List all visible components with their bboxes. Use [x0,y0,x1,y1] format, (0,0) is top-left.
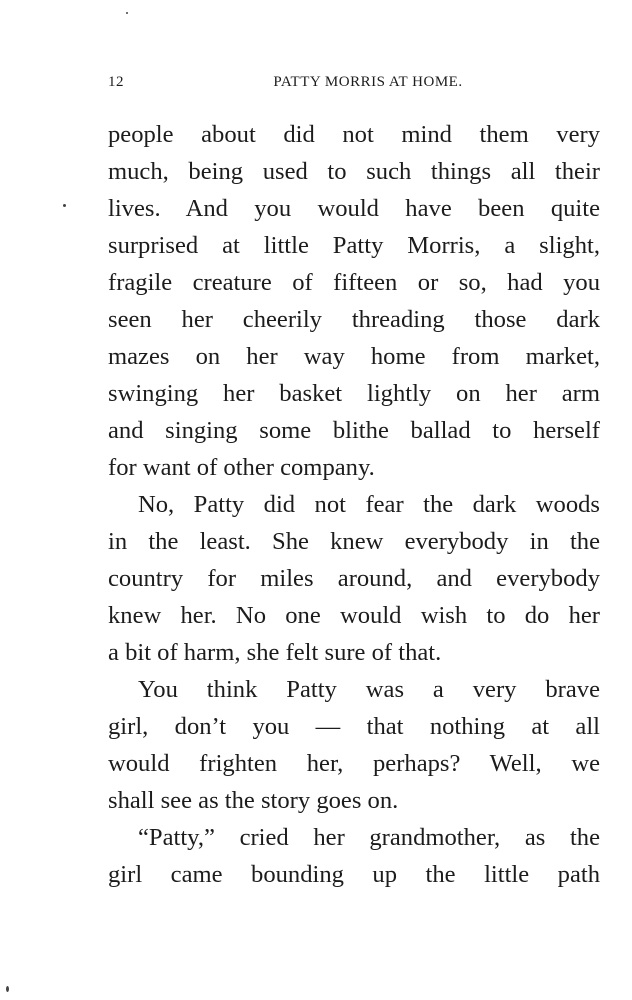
text-line: for want of other company. [108,454,375,481]
text-line: much, being used to such things all their [108,158,600,185]
text-line: “Patty,” cried her grandmother, as the [138,824,600,851]
text-line: knew her. No one would wish to do her [108,602,600,629]
scan-speck [63,204,66,207]
scan-speck [6,986,9,992]
text-line: would frighten her, perhaps? Well, we [108,750,600,777]
text-line: in the least. She knew everybody in the [108,528,600,555]
text-line: shall see as the story goes on. [108,787,399,814]
text-line: surprised at little Patty Morris, a slight, [108,232,600,259]
text-line: swinging her basket lightly on her arm [108,380,600,407]
text-line: seen her cheerily threading those dark [108,306,600,333]
text-line: people about did not mind them very [108,121,600,148]
body-text [108,116,600,893]
text-line: a bit of harm, she felt sure of that. [108,639,442,666]
text-line: and singing some blithe ballad to herself [108,417,600,444]
text-line: mazes on her way home from market, [108,343,600,370]
text-line: girl came bounding up the little path [108,861,600,888]
text-line: No, Patty did not fear the dark woods [138,491,600,518]
text-line: You think Patty was a very brave [138,676,600,703]
text-line: country for miles around, and everybody [108,565,600,592]
running-title: PATTY MORRIS AT HOME. [273,74,463,90]
page-number: 12 [108,74,124,90]
running-header [108,74,600,94]
text-line: fragile creature of fifteen or so, had you [108,269,600,296]
scan-speck [126,12,128,14]
text-line: girl, don’t you — that nothing at all [108,713,600,740]
text-line: lives. And you would have been quite [108,195,600,222]
